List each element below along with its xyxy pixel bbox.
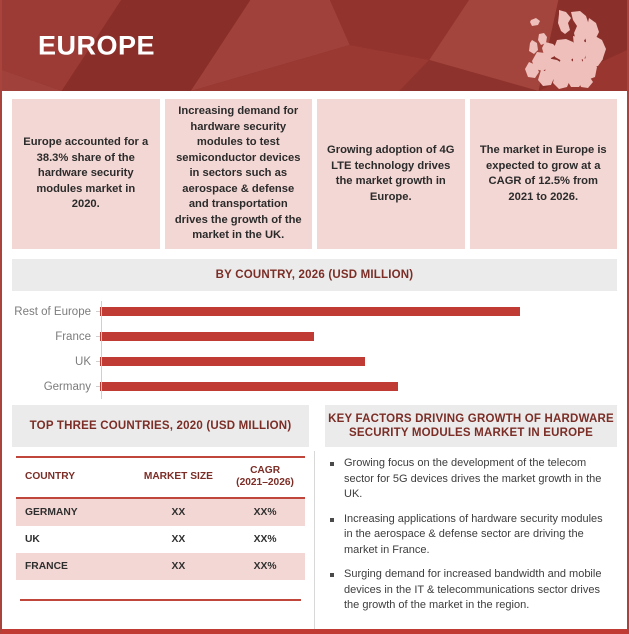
- chart-category-label: France: [55, 330, 91, 343]
- chart-bar-row: [12, 349, 617, 374]
- table-cell-cagr: XX%: [225, 553, 305, 580]
- list-item: Growing focus on the development of the telecom sector for 5G devices drives the market growth in the UK.: [329, 456, 613, 503]
- insight-cards-row: [2, 91, 627, 259]
- chart-bar-row: [12, 374, 617, 399]
- list-item: Increasing applications of hardware security modules in the aerospace & defense sector are driving the market in France.: [329, 512, 613, 559]
- chart-category-label: UK: [75, 355, 91, 368]
- table-section-heading: TOP THREE COUNTRIES, 2020 (USD MILLION): [12, 405, 309, 447]
- table-col-cagr-range: (2021–2026): [236, 477, 294, 488]
- top-countries-table: [16, 456, 305, 580]
- europe-map-icon: [515, 6, 611, 90]
- factors-section-heading: [325, 405, 617, 447]
- insight-card: [470, 99, 618, 249]
- chart-section-heading: BY COUNTRY, 2026 (USD MILLION): [12, 259, 617, 291]
- key-factors-panel: [314, 405, 617, 623]
- table-cell-market-size: XX: [132, 553, 226, 580]
- table-cell-country: GERMANY: [16, 498, 132, 526]
- chart-bar: [100, 307, 520, 316]
- table-col-cagr: [225, 457, 305, 498]
- table-row: [16, 498, 305, 526]
- table-cell-country: FRANCE: [16, 553, 132, 580]
- chart-rows: [12, 299, 617, 401]
- by-country-bar-chart: [12, 299, 617, 401]
- chart-category-label: Germany: [43, 380, 91, 393]
- table-header-row: [16, 457, 305, 498]
- insight-card: [317, 99, 465, 249]
- lower-panels: [12, 405, 617, 623]
- table-bottom-rule: [20, 599, 301, 601]
- chart-y-axis: [101, 301, 102, 399]
- chart-category-label: Rest of Europe: [14, 305, 91, 318]
- table-col-cagr-label: CAGR: [250, 465, 281, 476]
- top-countries-table-wrapper: [12, 447, 309, 601]
- table-row: [16, 553, 305, 580]
- table-col-market-size: [132, 457, 226, 498]
- insight-card-text: The market in Europe is expected to grow at a CAGR of 12.5% from 2021 to 2026.: [479, 144, 607, 203]
- chart-bar: [100, 357, 365, 366]
- page-title: EUROPE: [38, 30, 156, 60]
- chart-bar-row: [12, 324, 617, 349]
- insight-card-text: Increasing demand for hardware security modules to test semiconductor devices in sectors such as aerospace & defense and transportation drives the growth of the market in the UK.: [174, 105, 302, 242]
- table-cell-country: UK: [25, 534, 40, 545]
- table-cell-cagr: XX%: [253, 534, 277, 545]
- insight-card: [12, 99, 160, 249]
- chart-bar: [100, 332, 314, 341]
- table-col-market-size-label: MARKET SIZE: [143, 471, 213, 482]
- header-banner: [2, 0, 627, 91]
- insight-card-text: Europe accounted for a 38.3% share of the hardware security modules market in 2020.: [23, 136, 149, 211]
- table-cell-cagr: XX%: [225, 498, 305, 526]
- insight-card-text: Growing adoption of 4G LTE technology drives the market growth in Europe.: [327, 144, 455, 203]
- chart-bar-row: [12, 299, 617, 324]
- table-body: [16, 498, 305, 580]
- chart-bar: [100, 382, 398, 391]
- factors-heading-line2: SECURITY MODULES MARKET IN EUROPE: [348, 427, 594, 439]
- list-item: Surging demand for increased bandwidth and mobile devices in the IT & telecommunications sector drives the growth of the market in the region.: [329, 567, 613, 614]
- table-col-country: [16, 457, 132, 498]
- table-head: [16, 457, 305, 498]
- key-factors-list: [325, 456, 617, 614]
- top-countries-panel: [12, 405, 309, 601]
- table-cell-market-size: XX: [171, 534, 186, 545]
- table-cell-market-size: XX: [132, 498, 226, 526]
- insight-card: [165, 99, 313, 249]
- table-col-country-label: COUNTRY: [25, 471, 75, 482]
- table-row: [16, 526, 305, 553]
- factors-heading-line1: KEY FACTORS DRIVING GROWTH OF HARDWARE: [328, 413, 614, 425]
